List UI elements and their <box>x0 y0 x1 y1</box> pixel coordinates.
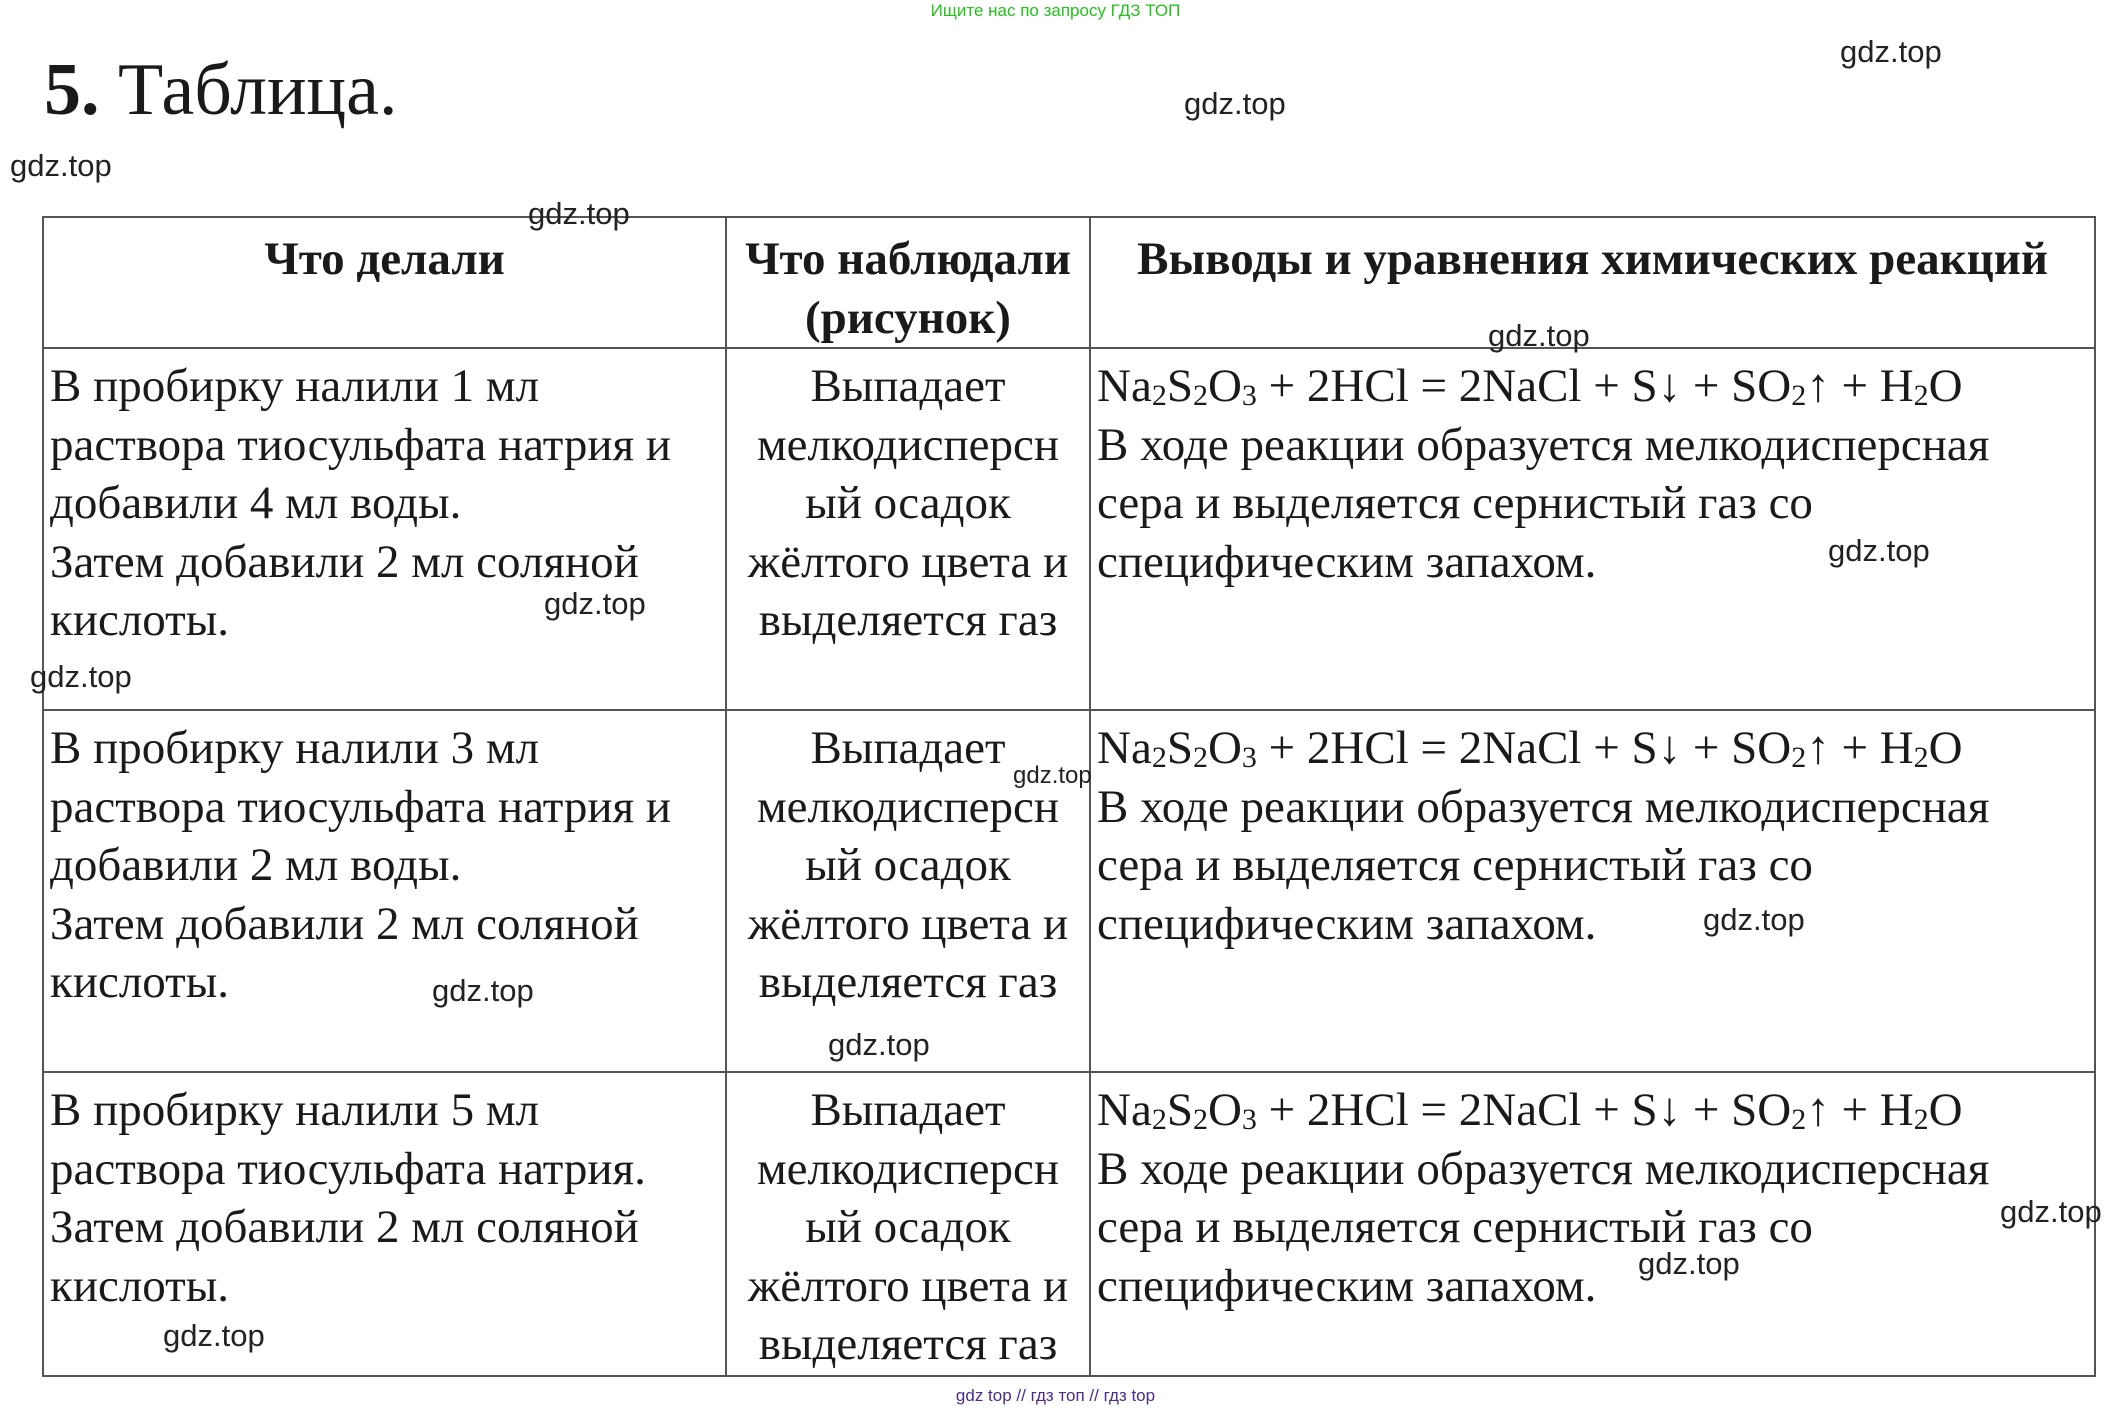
cell-what-did: В пробирку налили 5 мл раствора тиосульфата натрия. Затем добавили 2 мл соляной кислоты. <box>43 1072 726 1376</box>
cell-observed: Выпадает мелкодисперсн ый осадок жёлтого цвета и выделяется газ <box>726 348 1090 710</box>
reaction-equation: $Na_2S_2O_3 + 2HCl$ = 2NaCl + S↓ + $SO_2↑ + H_2O$ <box>1097 360 1963 413</box>
cell-observed: Выпадает мелкодисперсн ый осадок жёлтого цвета и выделяется газ <box>726 1072 1090 1376</box>
table-header-row <box>43 217 2095 348</box>
watermark: gdz.top <box>2000 1194 2102 1229</box>
task-number: 5. <box>44 49 100 131</box>
title-text: Таблица. <box>118 49 398 131</box>
watermark: gdz.top <box>828 1027 930 1062</box>
top-banner-link[interactable]: Ищите нас по запросу ГДЗ ТОП <box>930 1 1181 20</box>
table-row <box>43 348 2095 710</box>
watermark: gdz.top <box>1184 86 1286 121</box>
watermark: gdz.top <box>30 659 132 694</box>
cell-conclusion: $Na_2S_2O_3 + 2HCl$ = 2NaCl + S↓ + $SO_2↑ + H_2O$ В ходе реакции образуется мелкодисперсная сера и выделяется сернистый газ со специфическим запахом. <box>1090 348 2095 710</box>
watermark: gdz.top <box>10 148 112 183</box>
watermark: gdz.top <box>1638 1246 1740 1281</box>
watermark: gdz.top <box>528 196 630 231</box>
footer-links[interactable]: gdz top // гдз топ // гдз top <box>955 1386 1156 1405</box>
watermark: gdz.top <box>163 1318 265 1353</box>
watermark: gdz.top <box>544 586 646 621</box>
cell-conclusion: $Na_2S_2O_3 + 2HCl$ = 2NaCl + S↓ + $SO_2↑ + H_2O$ В ходе реакции образуется мелкодисперсная сера и выделяется сернистый газ со специфическим запахом. <box>1090 710 2095 1072</box>
watermark: gdz.top <box>1013 762 1092 789</box>
reaction-equation: $Na_2S_2O_3 + 2HCl$ = 2NaCl + S↓ + $SO_2↑ + H_2O$ <box>1097 1084 1963 1137</box>
watermark: gdz.top <box>1488 318 1590 353</box>
watermark: gdz.top <box>1828 533 1930 568</box>
cell-what-did: В пробирку налили 3 мл раствора тиосульфата натрия и добавили 2 мл воды. Затем добавили 2 мл соляной кислоты. <box>43 710 726 1072</box>
watermark: gdz.top <box>1703 902 1805 937</box>
header-observed: Что наблюдали (рисунок) <box>726 217 1090 348</box>
cell-what-did: В пробирку налили 1 мл раствора тиосульфата натрия и добавили 4 мл воды. Затем добавили 2 мл соляной кислоты. <box>43 348 726 710</box>
table-row <box>43 1072 2095 1376</box>
header-conclusions: Выводы и уравнения химических реакций <box>1090 217 2095 348</box>
header-what-did: Что делали <box>43 217 726 348</box>
watermark: gdz.top <box>1840 34 1942 69</box>
cell-observed: Выпадает мелкодисперсн ый осадок жёлтого цвета и выделяется газ <box>726 710 1090 1072</box>
reaction-equation: $Na_2S_2O_3 + 2HCl$ = 2NaCl + S↓ + $SO_2↑ + H_2O$ <box>1097 722 1963 775</box>
experiment-table <box>42 216 2096 1377</box>
cell-conclusion: $Na_2S_2O_3 + 2HCl$ = 2NaCl + S↓ + $SO_2↑ + H_2O$ В ходе реакции образуется мелкодисперсная сера и выделяется сернистый газ со специфическим запахом. <box>1090 1072 2095 1376</box>
page-title <box>44 40 398 140</box>
watermark: gdz.top <box>432 973 534 1008</box>
